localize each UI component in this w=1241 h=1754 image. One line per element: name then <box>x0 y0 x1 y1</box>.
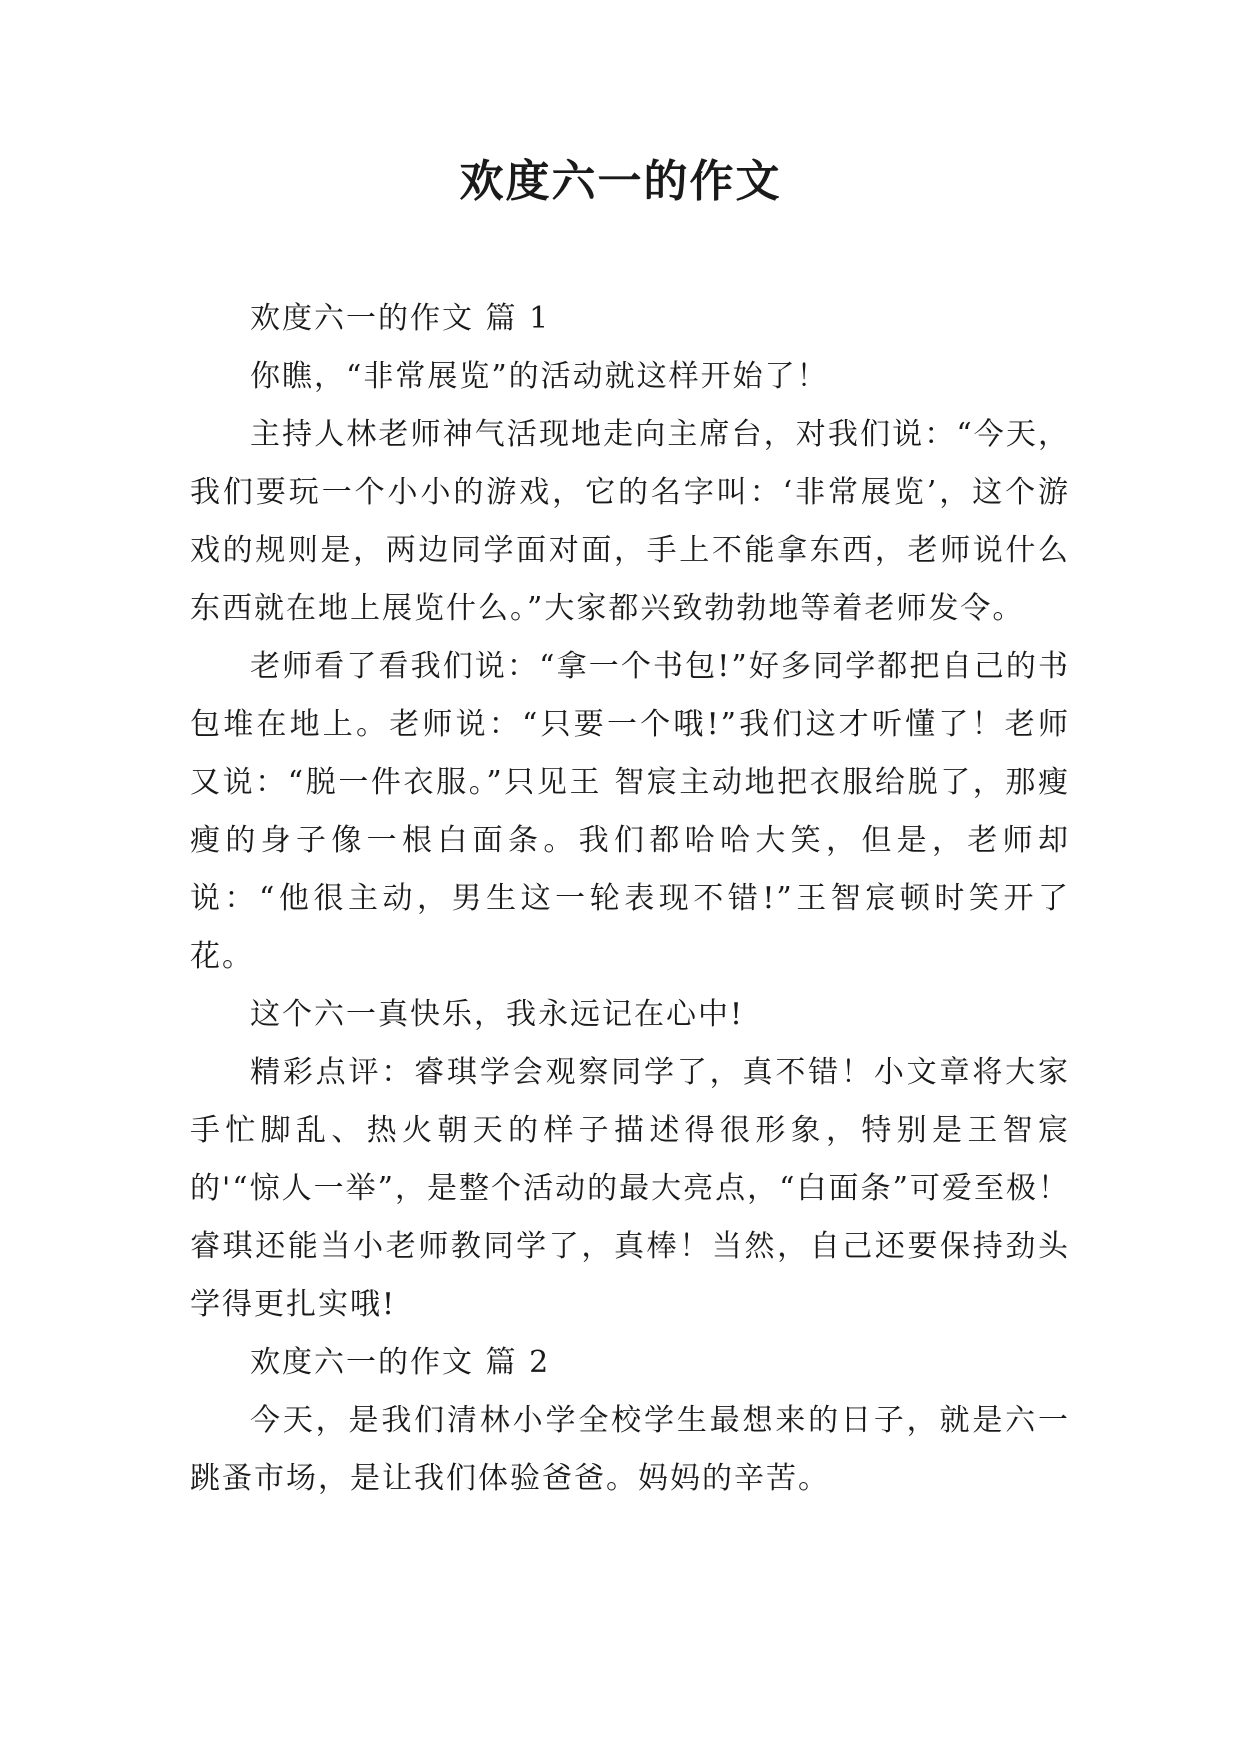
paragraph: 老师看了看我们说：“拿一个书包!”好多同学都把自己的书包堆在地上。老师说：“只要一个哦!”我们这才听懂了！老师又说：“脱一件衣服。”只见王 智宸主动地把衣服给脱了，那瘦瘦的身子像一根白面条。我们都哈哈大笑，但是，老师却说：“他很主动，男生这一轮表现不错!”王智宸顿时笑开了花。 <box>190 649 1070 974</box>
paragraph: 主持人林老师神气活现地走向主席台，对我们说：“今天，我们要玩一个小小的游戏，它的名字叫：‘非常展览’，这个游戏的规则是，两边同学面对面，手上不能拿东西，老师说什么东西就在地上展览什么。”大家都兴致勃勃地等着老师发令。 <box>190 417 1070 626</box>
paragraph: 这个六一真快乐，我永远记在心中! <box>250 997 745 1032</box>
document-title: 欢度六一的作文 <box>459 156 782 207</box>
paragraph: 今天，是我们清林小学全校学生最想来的日子，就是六一跳蚤市场，是让我们体验爸爸。妈妈的辛苦。 <box>190 1403 1070 1496</box>
section-heading-2: 欢度六一的作文 篇 2 <box>250 1345 551 1380</box>
review-paragraph: 精彩点评：睿琪学会观察同学了，真不错！小文章将大家手忙脚乱、热火朝天的样子描述得很形象，特别是王智宸的'“惊人一举”，是整个活动的最大亮点，“白面条”可爱至极！睿琪还能当小老师教同学了，真棒！当然，自己还要保持劲头学得更扎实哦! <box>190 1055 1070 1322</box>
document-body <box>190 290 1070 1508</box>
section-heading-1: 欢度六一的作文 篇 1 <box>250 301 551 336</box>
paragraph: 你瞧，“非常展览”的活动就这样开始了！ <box>250 359 829 394</box>
